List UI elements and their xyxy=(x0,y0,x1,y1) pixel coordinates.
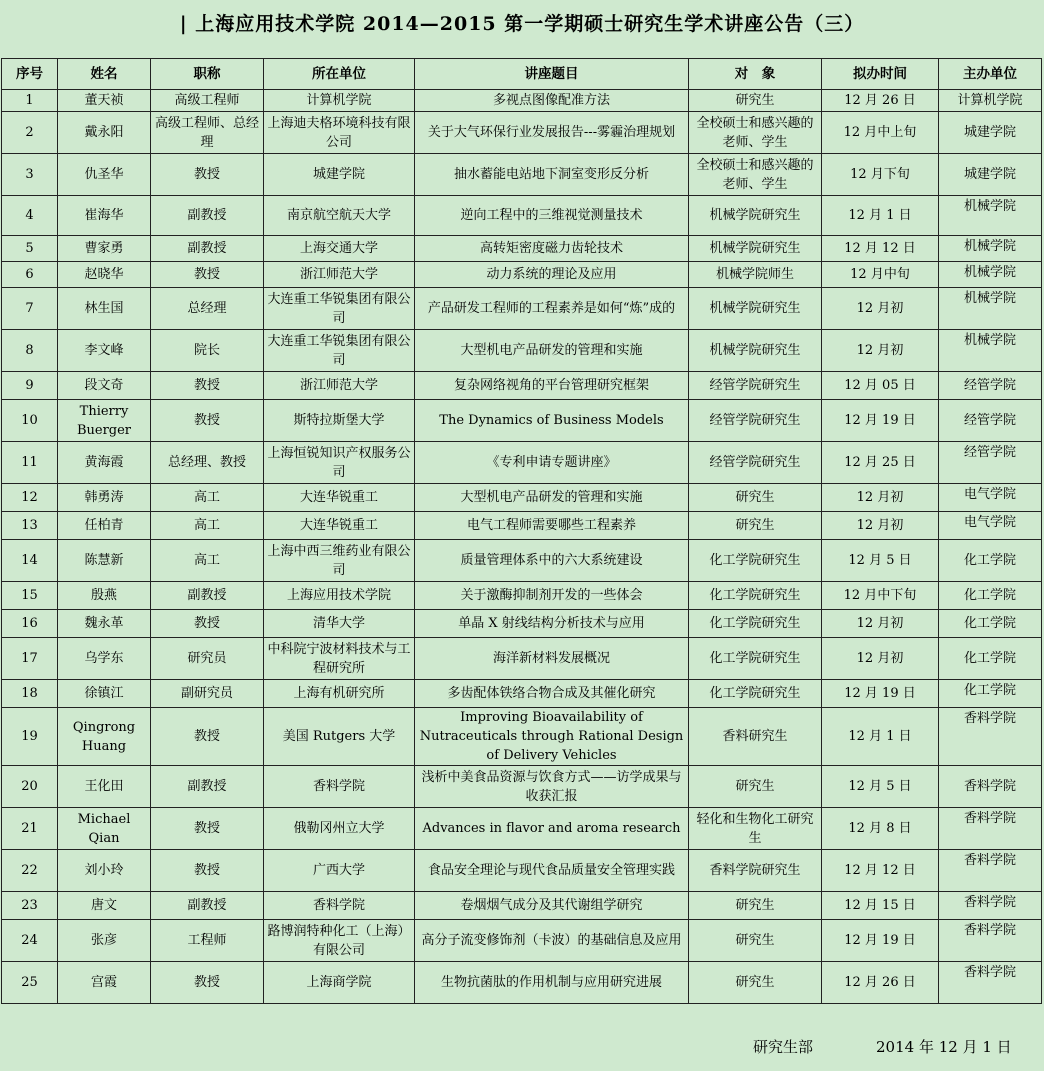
audience: 化工学院研究生 xyxy=(689,610,822,638)
speaker-unit: 美国 Rutgers 大学 xyxy=(264,708,415,766)
lecture-topic: 单晶 X 射线结构分析技术与应用 xyxy=(415,610,689,638)
lecture-date: 12 月 26 日 xyxy=(822,90,939,112)
speaker-title: 副研究员 xyxy=(151,680,264,708)
row-number: 11 xyxy=(2,442,58,484)
row-number: 1 xyxy=(2,90,58,112)
row-number: 7 xyxy=(2,288,58,330)
host-unit: 城建学院 xyxy=(939,154,1042,196)
lecture-topic: 抽水蓄能电站地下洞室变形反分析 xyxy=(415,154,689,196)
speaker-title: 教授 xyxy=(151,708,264,766)
speaker-title: 教授 xyxy=(151,154,264,196)
lecture-date: 12 月 26 日 xyxy=(822,962,939,1004)
row-number: 19 xyxy=(2,708,58,766)
speaker-unit: 上海有机研究所 xyxy=(264,680,415,708)
speaker-unit: 上海迪夫格环境科技有限公司 xyxy=(264,112,415,154)
host-unit: 经管学院 xyxy=(939,372,1042,400)
table-row xyxy=(2,442,1042,484)
speaker-name: Thierry Buerger xyxy=(58,400,151,442)
speaker-title: 副教授 xyxy=(151,196,264,236)
host-unit: 经管学院 xyxy=(939,442,1042,484)
speaker-title: 教授 xyxy=(151,850,264,892)
lecture-topic: 食品安全理论与现代食品质量安全管理实践 xyxy=(415,850,689,892)
table-row xyxy=(2,540,1042,582)
lecture-date: 12 月初 xyxy=(822,484,939,512)
host-unit: 机械学院 xyxy=(939,236,1042,262)
lecture-topic: 多齿配体铁络合物合成及其催化研究 xyxy=(415,680,689,708)
host-unit: 香料学院 xyxy=(939,708,1042,766)
header-row xyxy=(2,59,1042,90)
speaker-unit: 大连华锐重工 xyxy=(264,512,415,540)
host-unit: 城建学院 xyxy=(939,112,1042,154)
host-unit: 机械学院 xyxy=(939,262,1042,288)
lecture-date: 12 月中下旬 xyxy=(822,582,939,610)
audience: 轻化和生物化工研究生 xyxy=(689,808,822,850)
row-number: 16 xyxy=(2,610,58,638)
header-cell: 拟办时间 xyxy=(822,59,939,90)
table-row xyxy=(2,708,1042,766)
speaker-title: 教授 xyxy=(151,962,264,1004)
speaker-title: 高工 xyxy=(151,484,264,512)
speaker-unit: 大连华锐重工 xyxy=(264,484,415,512)
row-number: 18 xyxy=(2,680,58,708)
host-unit: 计算机学院 xyxy=(939,90,1042,112)
lecture-topic: 关于激酶抑制剂开发的一些体会 xyxy=(415,582,689,610)
speaker-name: 戴永阳 xyxy=(58,112,151,154)
speaker-unit: 香料学院 xyxy=(264,892,415,920)
lecture-date: 12 月下旬 xyxy=(822,154,939,196)
speaker-unit: 上海中西三维药业有限公司 xyxy=(264,540,415,582)
speaker-title: 总经理、教授 xyxy=(151,442,264,484)
row-number: 14 xyxy=(2,540,58,582)
lecture-date: 12 月 19 日 xyxy=(822,920,939,962)
lecture-date: 12 月中旬 xyxy=(822,262,939,288)
table-row xyxy=(2,582,1042,610)
row-number: 8 xyxy=(2,330,58,372)
speaker-title: 研究员 xyxy=(151,638,264,680)
footer-date: 2014 年 12 月 1 日 xyxy=(876,1038,1012,1056)
speaker-unit: 城建学院 xyxy=(264,154,415,196)
speaker-title: 高工 xyxy=(151,540,264,582)
audience: 研究生 xyxy=(689,892,822,920)
speaker-name: 林生国 xyxy=(58,288,151,330)
host-unit: 香料学院 xyxy=(939,920,1042,962)
speaker-name: 崔海华 xyxy=(58,196,151,236)
speaker-title: 教授 xyxy=(151,372,264,400)
table-row xyxy=(2,112,1042,154)
header-cell: 对 象 xyxy=(689,59,822,90)
lecture-topic: 复杂网络视角的平台管理研究框架 xyxy=(415,372,689,400)
table-row xyxy=(2,766,1042,808)
lecture-topic: 多视点图像配准方法 xyxy=(415,90,689,112)
audience: 机械学院研究生 xyxy=(689,288,822,330)
audience: 机械学院研究生 xyxy=(689,196,822,236)
table-row xyxy=(2,484,1042,512)
row-number: 23 xyxy=(2,892,58,920)
audience: 化工学院研究生 xyxy=(689,638,822,680)
lecture-topic: 浅析中美食品资源与饮食方式——访学成果与收获汇报 xyxy=(415,766,689,808)
lecture-topic: 大型机电产品研发的管理和实施 xyxy=(415,484,689,512)
speaker-name: 刘小玲 xyxy=(58,850,151,892)
lecture-date: 12 月初 xyxy=(822,288,939,330)
audience: 经管学院研究生 xyxy=(689,372,822,400)
audience: 化工学院研究生 xyxy=(689,680,822,708)
speaker-unit: 浙江师范大学 xyxy=(264,372,415,400)
speaker-name: 张彦 xyxy=(58,920,151,962)
host-unit: 香料学院 xyxy=(939,962,1042,1004)
speaker-name: 王化田 xyxy=(58,766,151,808)
table-row xyxy=(2,610,1042,638)
speaker-name: 李文峰 xyxy=(58,330,151,372)
row-number: 2 xyxy=(2,112,58,154)
table-row xyxy=(2,154,1042,196)
speaker-name: 黄海霞 xyxy=(58,442,151,484)
speaker-unit: 俄勒冈州立大学 xyxy=(264,808,415,850)
speaker-unit: 广西大学 xyxy=(264,850,415,892)
speaker-title: 副教授 xyxy=(151,766,264,808)
table-row xyxy=(2,400,1042,442)
table-row xyxy=(2,90,1042,112)
row-number: 22 xyxy=(2,850,58,892)
lecture-date: 12 月 15 日 xyxy=(822,892,939,920)
speaker-unit: 浙江师范大学 xyxy=(264,262,415,288)
table-row xyxy=(2,512,1042,540)
audience: 机械学院研究生 xyxy=(689,330,822,372)
host-unit: 化工学院 xyxy=(939,610,1042,638)
table-row xyxy=(2,638,1042,680)
table-row xyxy=(2,892,1042,920)
speaker-name: 殷燕 xyxy=(58,582,151,610)
host-unit: 机械学院 xyxy=(939,288,1042,330)
speaker-unit: 香料学院 xyxy=(264,766,415,808)
table-row xyxy=(2,288,1042,330)
speaker-unit: 上海恒锐知识产权服务公司 xyxy=(264,442,415,484)
row-number: 9 xyxy=(2,372,58,400)
row-number: 25 xyxy=(2,962,58,1004)
host-unit: 机械学院 xyxy=(939,330,1042,372)
table-row xyxy=(2,262,1042,288)
speaker-title: 工程师 xyxy=(151,920,264,962)
lecture-topic: 生物抗菌肽的作用机制与应用研究进展 xyxy=(415,962,689,1004)
row-number: 21 xyxy=(2,808,58,850)
table-row xyxy=(2,850,1042,892)
header-cell: 讲座题目 xyxy=(415,59,689,90)
speaker-title: 教授 xyxy=(151,262,264,288)
header-cell: 序号 xyxy=(2,59,58,90)
speaker-title: 副教授 xyxy=(151,582,264,610)
row-number: 20 xyxy=(2,766,58,808)
host-unit: 经管学院 xyxy=(939,400,1042,442)
lecture-date: 12 月初 xyxy=(822,610,939,638)
host-unit: 香料学院 xyxy=(939,892,1042,920)
speaker-title: 教授 xyxy=(151,808,264,850)
table-row xyxy=(2,680,1042,708)
lecture-date: 12 月 5 日 xyxy=(822,766,939,808)
speaker-unit: 计算机学院 xyxy=(264,90,415,112)
speaker-title: 高级工程师、总经理 xyxy=(151,112,264,154)
lecture-date: 12 月中上旬 xyxy=(822,112,939,154)
audience: 香料学院研究生 xyxy=(689,850,822,892)
header-cell: 姓名 xyxy=(58,59,151,90)
speaker-title: 高级工程师 xyxy=(151,90,264,112)
speaker-name: Michael Qian xyxy=(58,808,151,850)
speaker-title: 高工 xyxy=(151,512,264,540)
audience: 机械学院研究生 xyxy=(689,236,822,262)
page-title: | 上海应用技术学院 2014—2015 第一学期硕士研究生学术讲座公告（三） xyxy=(179,13,865,35)
speaker-unit: 路博润特种化工（上海）有限公司 xyxy=(264,920,415,962)
audience: 研究生 xyxy=(689,766,822,808)
lecture-topic: 海洋新材料发展概况 xyxy=(415,638,689,680)
lecture-topic: Advances in flavor and aroma research xyxy=(415,808,689,850)
audience: 香料研究生 xyxy=(689,708,822,766)
lecture-date: 12 月 25 日 xyxy=(822,442,939,484)
speaker-title: 教授 xyxy=(151,400,264,442)
speaker-name: 乌学东 xyxy=(58,638,151,680)
speaker-name: 唐文 xyxy=(58,892,151,920)
table-row xyxy=(2,808,1042,850)
host-unit: 化工学院 xyxy=(939,582,1042,610)
speaker-title: 副教授 xyxy=(151,892,264,920)
lecture-date: 12 月 1 日 xyxy=(822,196,939,236)
host-unit: 香料学院 xyxy=(939,808,1042,850)
speaker-name: 宫霞 xyxy=(58,962,151,1004)
speaker-unit: 中科院宁波材料技术与工程研究所 xyxy=(264,638,415,680)
row-number: 15 xyxy=(2,582,58,610)
row-number: 13 xyxy=(2,512,58,540)
lecture-topic: 动力系统的理论及应用 xyxy=(415,262,689,288)
speaker-name: 徐镇江 xyxy=(58,680,151,708)
speaker-name: 段文奇 xyxy=(58,372,151,400)
speaker-unit: 上海商学院 xyxy=(264,962,415,1004)
speaker-name: 陈慧新 xyxy=(58,540,151,582)
lecture-topic: The Dynamics of Business Models xyxy=(415,400,689,442)
lecture-date: 12 月 12 日 xyxy=(822,850,939,892)
table-row xyxy=(2,920,1042,962)
host-unit: 机械学院 xyxy=(939,196,1042,236)
table-row xyxy=(2,372,1042,400)
speaker-unit: 上海应用技术学院 xyxy=(264,582,415,610)
audience: 全校硕士和感兴趣的老师、学生 xyxy=(689,112,822,154)
audience: 研究生 xyxy=(689,512,822,540)
footer-department: 研究生部 xyxy=(753,1038,814,1056)
host-unit: 香料学院 xyxy=(939,766,1042,808)
host-unit: 电气学院 xyxy=(939,484,1042,512)
audience: 化工学院研究生 xyxy=(689,582,822,610)
lecture-topic: 关于大气环保行业发展报告---雾霾治理规划 xyxy=(415,112,689,154)
lecture-topic: 卷烟烟气成分及其代谢组学研究 xyxy=(415,892,689,920)
host-unit: 化工学院 xyxy=(939,638,1042,680)
row-number: 12 xyxy=(2,484,58,512)
audience: 机械学院师生 xyxy=(689,262,822,288)
row-number: 6 xyxy=(2,262,58,288)
lecture-topic: 质量管理体系中的六大系统建设 xyxy=(415,540,689,582)
row-number: 24 xyxy=(2,920,58,962)
table-row xyxy=(2,962,1042,1004)
lecture-date: 12 月初 xyxy=(822,330,939,372)
speaker-title: 教授 xyxy=(151,610,264,638)
row-number: 10 xyxy=(2,400,58,442)
lecture-table xyxy=(1,58,1042,1004)
audience: 研究生 xyxy=(689,962,822,1004)
speaker-name: 曹家勇 xyxy=(58,236,151,262)
row-number: 5 xyxy=(2,236,58,262)
header-cell: 所在单位 xyxy=(264,59,415,90)
host-unit: 化工学院 xyxy=(939,540,1042,582)
lecture-topic: 大型机电产品研发的管理和实施 xyxy=(415,330,689,372)
speaker-unit: 大连重工华锐集团有限公司 xyxy=(264,330,415,372)
speaker-unit: 南京航空航天大学 xyxy=(264,196,415,236)
speaker-unit: 上海交通大学 xyxy=(264,236,415,262)
host-unit: 电气学院 xyxy=(939,512,1042,540)
audience: 全校硕士和感兴趣的老师、学生 xyxy=(689,154,822,196)
lecture-date: 12 月初 xyxy=(822,638,939,680)
speaker-name: 韩勇涛 xyxy=(58,484,151,512)
lecture-topic: 高转矩密度磁力齿轮技术 xyxy=(415,236,689,262)
speaker-name: 董天祯 xyxy=(58,90,151,112)
lecture-date: 12 月 19 日 xyxy=(822,680,939,708)
row-number: 3 xyxy=(2,154,58,196)
audience: 经管学院研究生 xyxy=(689,400,822,442)
speaker-title: 总经理 xyxy=(151,288,264,330)
host-unit: 香料学院 xyxy=(939,850,1042,892)
lecture-topic: 逆向工程中的三维视觉测量技术 xyxy=(415,196,689,236)
row-number: 4 xyxy=(2,196,58,236)
lecture-date: 12 月 8 日 xyxy=(822,808,939,850)
lecture-date: 12 月 05 日 xyxy=(822,372,939,400)
speaker-name: Qingrong Huang xyxy=(58,708,151,766)
lecture-date: 12 月 12 日 xyxy=(822,236,939,262)
speaker-name: 仇圣华 xyxy=(58,154,151,196)
audience: 经管学院研究生 xyxy=(689,442,822,484)
lecture-date: 12 月 19 日 xyxy=(822,400,939,442)
lecture-date: 12 月初 xyxy=(822,512,939,540)
speaker-unit: 清华大学 xyxy=(264,610,415,638)
speaker-unit: 大连重工华锐集团有限公司 xyxy=(264,288,415,330)
speaker-title: 院长 xyxy=(151,330,264,372)
audience: 研究生 xyxy=(689,90,822,112)
table-row xyxy=(2,236,1042,262)
lecture-topic: 高分子流变修饰剂（卡波）的基础信息及应用 xyxy=(415,920,689,962)
speaker-name: 赵晓华 xyxy=(58,262,151,288)
speaker-name: 任柏青 xyxy=(58,512,151,540)
header-cell: 职称 xyxy=(151,59,264,90)
audience: 化工学院研究生 xyxy=(689,540,822,582)
lecture-date: 12 月 1 日 xyxy=(822,708,939,766)
host-unit: 化工学院 xyxy=(939,680,1042,708)
row-number: 17 xyxy=(2,638,58,680)
table-row xyxy=(2,330,1042,372)
lecture-topic: Improving Bioavailability of Nutraceuticals through Rational Design of Delivery Vehicles xyxy=(415,708,689,766)
speaker-name: 魏永革 xyxy=(58,610,151,638)
header-cell: 主办单位 xyxy=(939,59,1042,90)
lecture-topic: 电气工程师需要哪些工程素养 xyxy=(415,512,689,540)
speaker-unit: 斯特拉斯堡大学 xyxy=(264,400,415,442)
audience: 研究生 xyxy=(689,484,822,512)
lecture-topic: 产品研发工程师的工程素养是如何“炼”成的 xyxy=(415,288,689,330)
lecture-date: 12 月 5 日 xyxy=(822,540,939,582)
table-row xyxy=(2,196,1042,236)
speaker-title: 副教授 xyxy=(151,236,264,262)
audience: 研究生 xyxy=(689,920,822,962)
lecture-topic: 《专利申请专题讲座》 xyxy=(415,442,689,484)
